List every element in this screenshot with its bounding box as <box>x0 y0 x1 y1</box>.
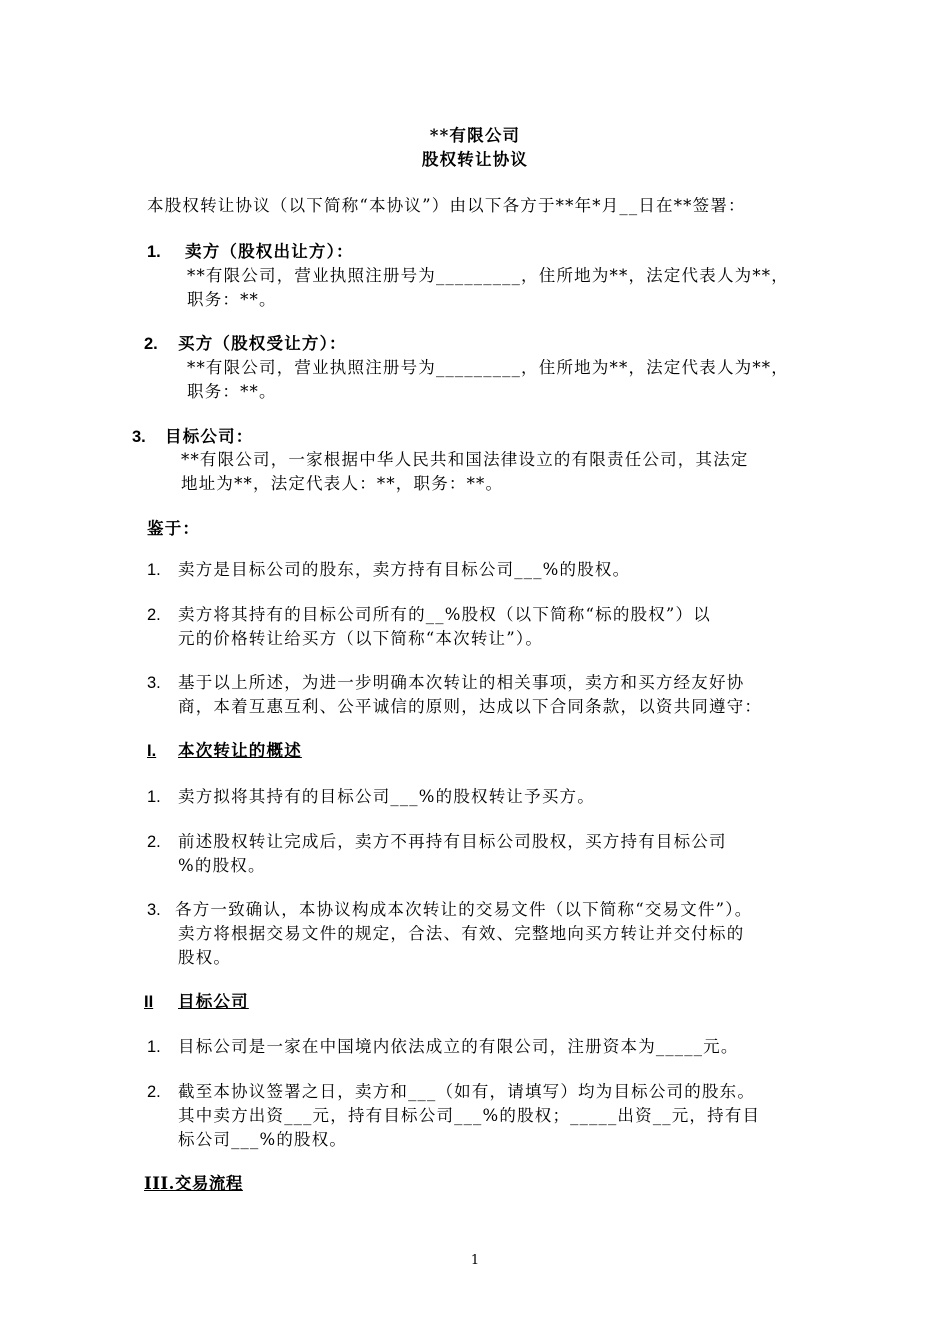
item-number: 2. <box>147 1083 161 1101</box>
whereas-heading: 鉴于： <box>147 519 201 538</box>
party-detail: 职务：**。 <box>187 382 277 401</box>
party-heading: 目标公司： <box>165 427 254 446</box>
party-detail: **有限公司，营业执照注册号为_________，住所地为**，法定代表人为**， <box>187 358 789 377</box>
item-text: 卖方拟将其持有的目标公司___%的股权转让予买方。 <box>178 787 595 806</box>
section-number: I. <box>147 742 157 760</box>
item-number: 1. <box>147 788 161 806</box>
party-number: 2. <box>144 335 158 353</box>
item-text: 目标公司是一家在中国境内依法成立的有限公司，注册资本为_____元。 <box>178 1037 739 1056</box>
item-number: 1. <box>147 561 161 579</box>
section-title: 目标公司 <box>178 992 249 1011</box>
company-title: **有限公司 <box>429 126 521 145</box>
item-number: 1. <box>147 1038 161 1056</box>
section-number: II <box>144 993 154 1011</box>
item-text: 卖方将其持有的目标公司所有的__%股权（以下简称“标的股权”）以 <box>178 605 711 624</box>
intro-paragraph: 本股权转让协议（以下简称“本协议”）由以下各方于**年*月__日在**签署： <box>147 196 746 215</box>
item-text: %的股权。 <box>178 856 266 875</box>
party-heading: 买方（股权受让方）： <box>178 334 347 353</box>
item-text: 股权。 <box>178 948 232 967</box>
party-detail: 职务：**。 <box>187 290 277 309</box>
item-text: 其中卖方出资___元，持有目标公司___%的股权；_____出资__元，持有目 <box>178 1106 761 1125</box>
item-text: 商，本着互惠互利、公平诚信的原则，达成以下合同条款，以资共同遵守： <box>178 697 763 716</box>
party-detail: 地址为**，法定代表人：**，职务：**。 <box>181 474 504 493</box>
page-number: 1 <box>470 1253 480 1268</box>
item-text: 卖方是目标公司的股东，卖方持有目标公司___%的股权。 <box>178 560 631 579</box>
item-text: 基于以上所述，为进一步明确本次转让的相关事项，卖方和买方经友好协 <box>178 673 745 692</box>
section-title: III.交易流程 <box>144 1174 243 1193</box>
item-number: 2. <box>147 833 161 851</box>
party-number: 3. <box>132 428 146 446</box>
item-text: 截至本协议签署之日，卖方和___（如有，请填写）均为目标公司的股东。 <box>178 1082 756 1101</box>
item-number: 3. <box>147 901 161 919</box>
party-detail: **有限公司，一家根据中华人民共和国法律设立的有限责任公司，其法定 <box>181 450 749 469</box>
item-number: 3. <box>147 674 161 692</box>
document-title: 股权转让协议 <box>421 150 529 169</box>
party-number: 1. <box>147 243 161 261</box>
party-heading: 卖方（股权出让方）： <box>185 242 354 261</box>
section-title: 本次转让的概述 <box>178 741 302 760</box>
item-number: 2. <box>147 606 161 624</box>
item-text: 前述股权转让完成后，卖方不再持有目标公司股权，买方持有目标公司 <box>178 832 727 851</box>
item-text: 卖方将根据交易文件的规定，合法、有效、完整地向买方转让并交付标的 <box>178 924 745 943</box>
item-text: 各方一致确认，本协议构成本次转让的交易文件（以下简称“交易文件”）。 <box>175 900 753 919</box>
party-detail: **有限公司，营业执照注册号为_________，住所地为**，法定代表人为**， <box>187 266 789 285</box>
item-text: 元的价格转让给买方（以下简称“本次转让”）。 <box>178 629 544 648</box>
item-text: 标公司___%的股权。 <box>178 1130 348 1149</box>
